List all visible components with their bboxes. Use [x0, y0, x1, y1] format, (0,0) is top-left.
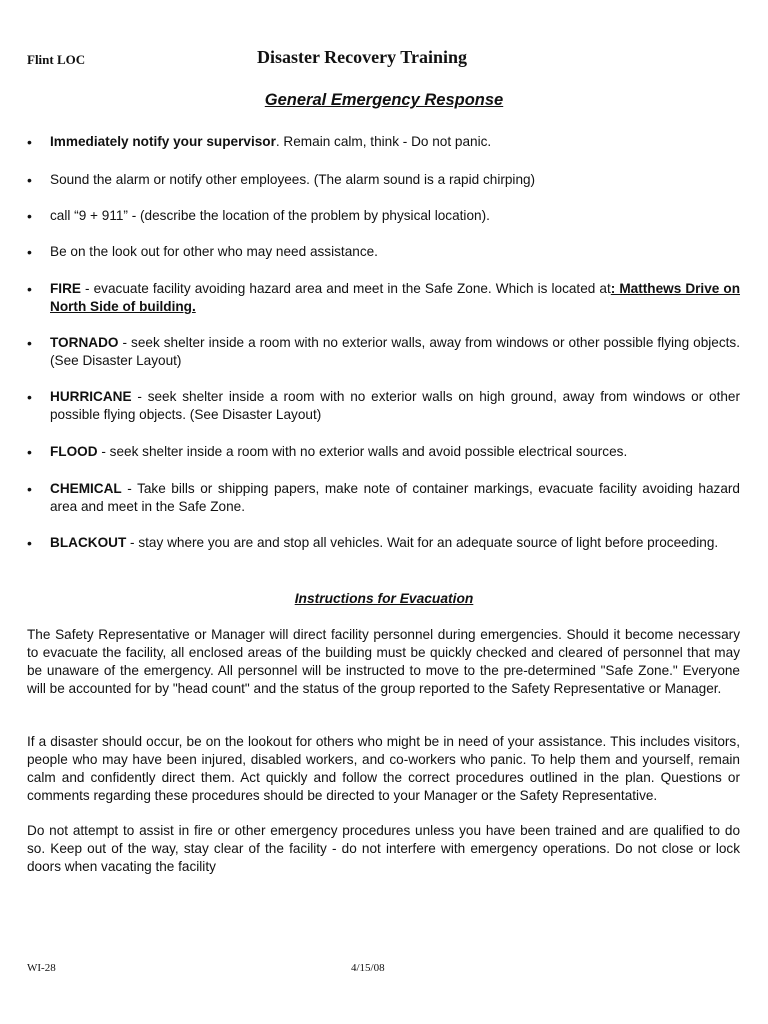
bullet-chemical — [27, 480, 740, 516]
bullet-look-out — [27, 243, 740, 261]
bullet-text: - seek shelter inside a room with no exterior walls, away from windows or other possible flying objects. (See Disaster Layout) — [50, 335, 740, 368]
evacuation-paragraph-1: The Safety Representative or Manager will direct facility personnel during emergencies. Should it become necessary to evacuate the facility, all enclosed areas of the building must be quickly checked and cleared of personnel that may be unaware of the emergency. All personnel will be instructed to move to the pre-determined "Safe Zone." Everyone will be accounted for by "head count" and the status of the group reported to the Safety Representative or Manager. — [27, 627, 740, 696]
bullet-text: - Take bills or shipping papers, make note of container markings, evacuate facility avoiding hazard area and meet in the Safe Zone. — [50, 481, 740, 514]
bullet-fire — [27, 280, 740, 316]
bullet-hurricane — [27, 388, 740, 424]
bullet-lead: TORNADO — [50, 335, 119, 350]
evacuation-paragraph-3: Do not attempt to assist in fire or other emergency procedures unless you have been trained and are qualified to do so. Keep out of the way, stay clear of the facility - do not interfere with emergency operations. Do not close or lock doors when vacating the facility — [27, 823, 740, 874]
response-bullet-list — [27, 133, 740, 552]
bullet-text: call “9 + 911” - (describe the location of the problem by physical location). — [50, 208, 490, 223]
safe-zone-location: : Matthews Drive on North Side of building. — [50, 281, 740, 314]
document-title: Disaster Recovery Training — [257, 47, 467, 67]
bullet-blackout — [27, 534, 740, 552]
bullet-text: Sound the alarm or notify other employees. (The alarm sound is a rapid chirping) — [50, 172, 536, 187]
organization-name: Flint LOC — [27, 52, 86, 67]
bullet-lead: FIRE — [50, 281, 81, 296]
bullet-lead: HURRICANE — [50, 389, 132, 404]
bullet-text: - evacuate facility avoiding hazard area and meet in the Safe Zone. Which is located at — [80, 281, 611, 296]
bullet-text: . Remain calm, think - Do not panic. — [275, 134, 492, 149]
bullet-text: - seek shelter inside a room with no exterior walls on high ground, away from windows or other possible flying objects. (See Disaster Layout) — [50, 389, 740, 422]
bullet-text: Be on the look out for other who may need assistance. — [50, 244, 378, 259]
bullet-call-911 — [27, 207, 740, 225]
evacuation-paragraph-2: If a disaster should occur, be on the lookout for others who might be in need of your assistance. This includes visitors, people who may have been injured, disabled workers, and co-workers who panic. To help them and yourself, remain calm and confidently direct them. Act quickly and follow the correct procedures outlined in the plan. Questions or comments regarding these procedures should be directed to your Manager or the Safety Representative. — [27, 734, 740, 803]
bullet-text: - stay where you are and stop all vehicles. Wait for an adequate source of light before proceeding. — [126, 535, 719, 550]
bullet-text: - seek shelter inside a room with no exterior walls and avoid possible electrical sources. — [97, 444, 628, 459]
footer-document-id: WI-28 — [27, 962, 56, 974]
evacuation-section-title: Instructions for Evacuation — [294, 591, 474, 606]
bullet-lead: CHEMICAL — [50, 481, 122, 496]
bullet-lead: FLOOD — [50, 444, 98, 459]
bullet-lead: BLACKOUT — [50, 535, 127, 550]
bullet-sound-alarm — [27, 171, 740, 189]
bullet-lead: Immediately notify your supervisor — [50, 134, 276, 149]
section-title: General Emergency Response — [264, 91, 504, 109]
bullet-tornado — [27, 334, 740, 370]
bullet-notify-supervisor — [27, 133, 740, 151]
bullet-flood — [27, 443, 740, 461]
footer-date: 4/15/08 — [351, 962, 385, 974]
